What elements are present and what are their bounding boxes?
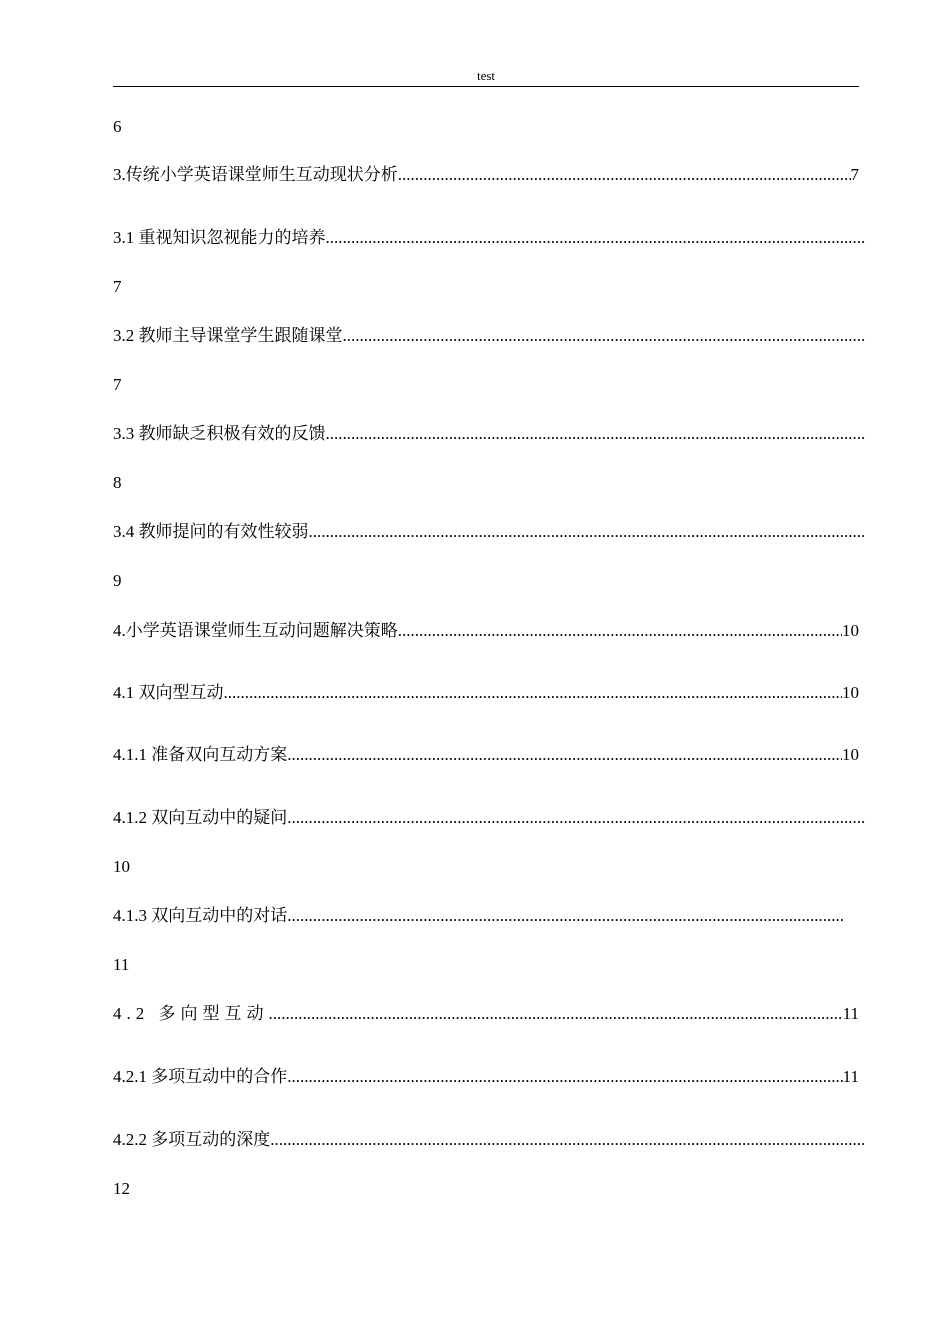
toc-entry-label: 3.4 教师提问的有效性较弱 <box>113 522 309 541</box>
toc-leader-dots <box>326 227 866 249</box>
toc-entry-3[interactable] <box>113 164 859 186</box>
toc-entry-page: 10 <box>842 621 859 640</box>
toc-leader-dots <box>326 423 866 445</box>
toc-entry-4-2-2[interactable] <box>113 1129 865 1151</box>
toc-entry-label: 3.1 重视知识忽视能力的培养 <box>113 228 326 247</box>
toc-leader-dots <box>287 905 844 927</box>
toc-leader-dots <box>343 325 866 347</box>
toc-entry-3-3[interactable] <box>113 423 865 445</box>
toc-entry-label: 3.传统小学英语课堂师生互动现状分析 <box>113 165 398 184</box>
toc-entry-label: 4.1.2 双向互动中的疑问 <box>113 808 288 827</box>
toc-leader-dots <box>269 1003 843 1025</box>
toc-page-number: 12 <box>113 1179 130 1198</box>
toc-leader-dots <box>398 620 842 642</box>
toc-entry-label: 4.1.1 准备双向互动方案 <box>113 745 288 764</box>
toc-entry-4-2[interactable] <box>113 1003 859 1025</box>
toc-entry-label: 4.小学英语课堂师生互动问题解决策略 <box>113 621 398 640</box>
toc-entry-4-1-2[interactable] <box>113 807 865 829</box>
toc-entry-page: 11 <box>842 1004 859 1023</box>
toc-entry-3-1[interactable] <box>113 227 865 249</box>
toc-entry-label: 3.3 教师缺乏积极有效的反馈 <box>113 424 326 443</box>
toc-page-number: 7 <box>113 277 122 296</box>
toc-page-number: 11 <box>113 955 130 974</box>
toc-page-number: 10 <box>113 857 130 876</box>
toc-leader-dots <box>287 807 865 829</box>
page-header-title: test <box>476 68 496 83</box>
toc-entry-page: 10 <box>842 745 859 764</box>
toc-entry-4-2-1[interactable] <box>113 1066 859 1088</box>
toc-page-number: 8 <box>113 473 122 492</box>
toc-page-number: 7 <box>113 375 122 394</box>
toc-leader-dots <box>270 1129 865 1151</box>
toc-leader-dots <box>287 744 842 766</box>
toc-leader-dots <box>224 682 843 704</box>
toc-entry-4[interactable] <box>113 620 859 642</box>
toc-leader-dots <box>287 1066 842 1088</box>
toc-entry-4-1-3[interactable] <box>113 905 844 927</box>
toc-entry-3-2[interactable] <box>113 325 865 347</box>
header-rule <box>113 86 859 87</box>
toc-entry-3-4[interactable] <box>113 521 865 543</box>
toc-entry-label: 4.1 双向型互动 <box>113 683 224 702</box>
toc-entry-4-1-1[interactable] <box>113 744 859 766</box>
toc-page-number: 9 <box>113 571 122 590</box>
toc-entry-label: 4.2.2 多项互动的深度 <box>113 1130 271 1149</box>
toc-entry-page: 7 <box>850 165 859 184</box>
toc-entry-label: 4.2 多向型互动 <box>113 1004 269 1023</box>
toc-entry-label: 4.2.1 多项互动中的合作 <box>113 1067 288 1086</box>
toc-entry-label: 4.1.3 双向互动中的对话 <box>113 906 288 925</box>
toc-entry-page: 11 <box>842 1067 859 1086</box>
toc-entry-4-1[interactable] <box>113 682 859 704</box>
toc-leader-dots <box>398 164 851 186</box>
toc-page-number: 6 <box>113 117 122 136</box>
toc-entry-page: 10 <box>842 683 859 702</box>
toc-entry-label: 3.2 教师主导课堂学生跟随课堂 <box>113 326 343 345</box>
toc-leader-dots <box>309 521 866 543</box>
